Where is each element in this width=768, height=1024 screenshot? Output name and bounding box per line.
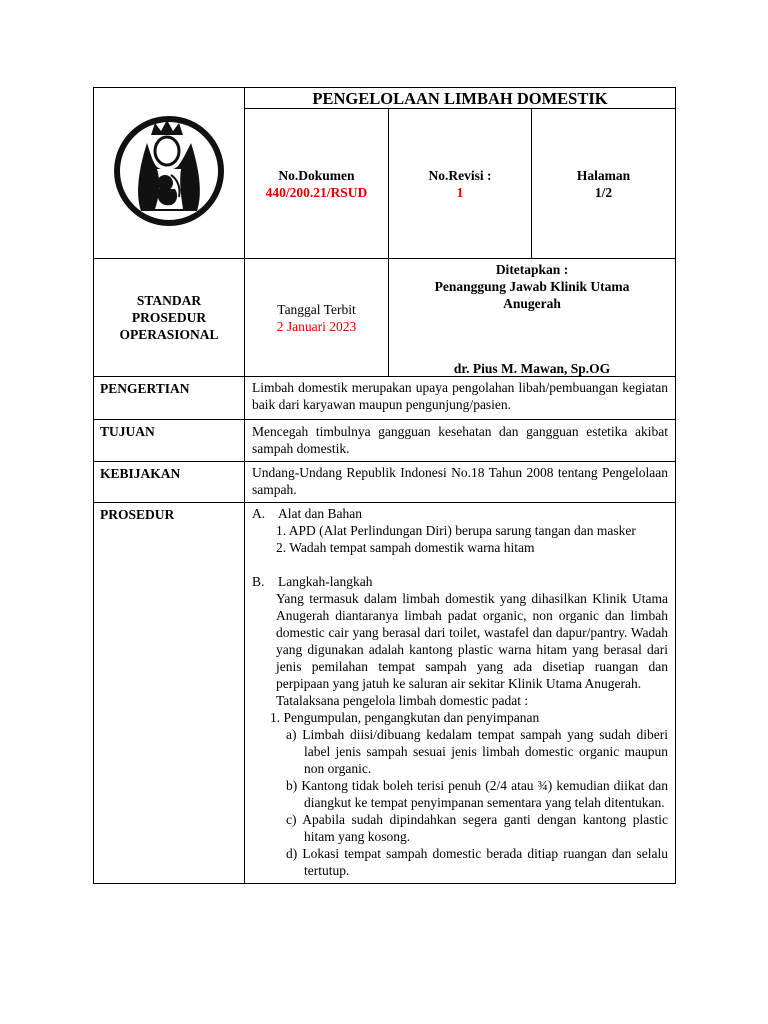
no-revisi-cell bbox=[389, 109, 532, 259]
ditetapkan-line-2: Anugerah bbox=[503, 296, 561, 311]
tanggal-label: Tanggal Terbit bbox=[277, 301, 356, 317]
list-item: c) Apabila sudah dipindahkan segera ganti dengan kantong plastic hitam yang kosong. bbox=[286, 812, 669, 844]
halaman-cell bbox=[532, 109, 676, 259]
ditetapkan-cell bbox=[389, 259, 676, 377]
sop-line-2: PROSEDUR bbox=[131, 310, 207, 325]
tujuan-label: TUJUAN bbox=[94, 420, 245, 462]
section-b-paragraph: Yang termasuk dalam limbah domestik yang dihasilkan Klinik Utama Anugerah diantaranya limbah padat organic, non organic dan limbah domestic cair yang berasal dari toilet, wastafel dan dapur/pantry. Wadah yang digunakan adalah kantong plastic warna hitam yang berasal dari jenis pemilahan tempat sampah yang ada disetiap ruangan dan perpipaan yang jatuh ke saluran air sekitar Klinik Utama Anugerah. bbox=[276, 591, 669, 691]
no-revisi-label: No.Revisi : bbox=[428, 167, 492, 183]
ditetapkan-line-1: Penanggung Jawab Klinik Utama bbox=[434, 279, 630, 294]
tanggal-cell bbox=[245, 259, 389, 377]
halaman-label: Halaman bbox=[576, 167, 631, 183]
document-title: PENGELOLAAN LIMBAH DOMESTIK bbox=[245, 88, 676, 109]
sop-line-1: STANDAR bbox=[136, 293, 202, 308]
halaman-value: 1/2 bbox=[594, 184, 613, 200]
tujuan-text: Mencegah timbulnya gangguan kesehatan dan gangguan estetika akibat sampah domestik. bbox=[245, 420, 676, 462]
list-item: d) Lokasi tempat sampah domestic berada ditiap ruangan dan selalu tertutup. bbox=[286, 846, 669, 878]
no-revisi-value: 1 bbox=[456, 184, 464, 200]
step-1: 1. Pengumpulan, pengangkutan dan penyimpanan bbox=[270, 710, 540, 725]
pengertian-label: PENGERTIAN bbox=[94, 377, 245, 420]
logo-cell bbox=[94, 88, 245, 259]
section-b-title: Langkah-langkah bbox=[278, 574, 373, 589]
section-a-letter: A. bbox=[252, 506, 266, 521]
signatory: dr. Pius M. Mawan, Sp.OG bbox=[453, 361, 611, 376]
tatalaksana-line: Tatalaksana pengelola limbah domestic padat : bbox=[276, 693, 529, 708]
list-item: 2. Wadah tempat sampah domestik warna hitam bbox=[276, 540, 535, 555]
sop-table bbox=[93, 87, 676, 884]
list-item: 1. APD (Alat Perlindungan Diri) berupa sarung tangan dan masker bbox=[276, 523, 636, 538]
prosedur-content bbox=[245, 503, 676, 884]
section-a-title: Alat dan Bahan bbox=[278, 506, 362, 521]
sop-line-3: OPERASIONAL bbox=[119, 327, 219, 342]
sop-title-cell bbox=[94, 259, 245, 377]
ditetapkan-label: Ditetapkan : bbox=[495, 262, 569, 277]
list-item: b) Kantong tidak boleh terisi penuh (2/4 atau ¾) kemudian diikat dan diangkut ke tempat penyimpanan sementara yang telah ditentukan. bbox=[286, 778, 669, 810]
kebijakan-label: KEBIJAKAN bbox=[94, 462, 245, 503]
section-b-heading bbox=[252, 573, 668, 590]
no-dokumen-value: 440/200.21/RSUD bbox=[265, 184, 368, 200]
prosedur-label: PROSEDUR bbox=[94, 503, 245, 884]
no-dokumen-cell bbox=[245, 109, 389, 259]
section-a-heading bbox=[252, 505, 668, 522]
tanggal-value: 2 Januari 2023 bbox=[276, 318, 357, 334]
section-b-letter: B. bbox=[252, 574, 265, 589]
no-dokumen-label: No.Dokumen bbox=[278, 167, 355, 183]
list-item: a) Limbah diisi/dibuang kedalam tempat sampah yang sudah diberi label jenis sampah sesuai jenis limbah domestic organic maupun non organic. bbox=[286, 727, 669, 776]
madonna-child-logo-icon bbox=[111, 113, 227, 229]
pengertian-text: Limbah domestik merupakan upaya pengolahan libah/pembuangan kegiatan baik dari karyawan maupun pengunjung/pasien. bbox=[245, 377, 676, 420]
kebijakan-text: Undang-Undang Republik Indonesi No.18 Tahun 2008 tentang Pengelolaan sampah. bbox=[245, 462, 676, 503]
